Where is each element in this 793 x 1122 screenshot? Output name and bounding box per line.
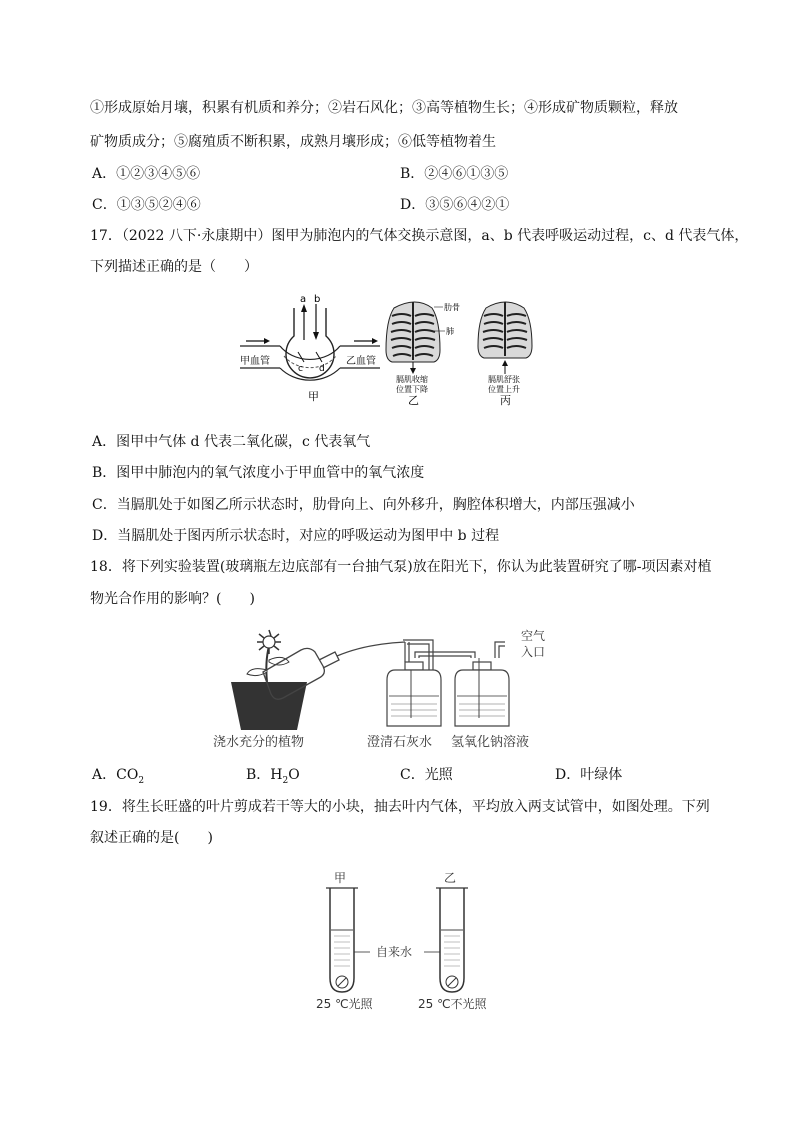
naoh-bottle: [455, 658, 509, 726]
panel-yi-label: 乙: [408, 394, 419, 406]
ribcage-bing: [478, 302, 532, 406]
q18-option-a[interactable]: A．$CO_2$: [92, 767, 145, 786]
tube-jia-label: 甲: [334, 871, 347, 885]
q16-option-b[interactable]: B．②④⑥①③⑤: [400, 166, 509, 182]
q16-option-a[interactable]: A．①②③④⑤⑥: [92, 166, 201, 182]
condition-yi-label: 25 ℃不光照: [418, 997, 487, 1011]
bing-caption-1: 膈肌舒张: [488, 375, 520, 384]
plant-pot: [231, 630, 307, 730]
test-tube-jia: [326, 871, 358, 992]
q17-option-b[interactable]: B．图甲中肺泡内的氧气浓度小于甲血管中的氧气浓度: [92, 465, 425, 481]
label-d: d: [319, 364, 325, 374]
test-tube-yi: [436, 871, 468, 992]
q19-line-1: 19．将生长旺盛的叶片剪成若干等大的小块，抽去叶内气体，平均放入两支试管中，如图处理。下列: [90, 799, 710, 815]
q17-option-d[interactable]: D．当膈肌处于图丙所示状态时，对应的呼吸运动为图甲中 b 过程: [92, 528, 500, 544]
limewater-bottle: [387, 662, 441, 726]
q18-line-1: 18．将下列实验装置(玻璃瓶左边底部有一台抽气泵)放在阳光下，你认为此装置研究了哪-项因素对植: [90, 559, 712, 575]
q17-line-2: 下列描述正确的是（ ）: [90, 259, 258, 275]
label-a: a: [300, 294, 307, 305]
q17-option-a[interactable]: A．图甲中气体 d 代表二氧化碳，c 代表氧气: [92, 434, 371, 450]
vessel-right-label: 乙血管: [346, 356, 376, 367]
label-b: b: [314, 294, 321, 305]
q16-line-1: ①形成原始月壤，积累有机质和养分；②岩石风化；③高等植物生长；④形成矿物质颗粒，释放: [90, 100, 678, 116]
air-inlet-label-1: 空气: [521, 629, 546, 643]
q19-line-2: 叙述正确的是( ): [90, 830, 213, 846]
yi-caption-2: 位置下降: [396, 385, 428, 394]
ribcage-yi: [386, 302, 460, 406]
bing-caption-2: 位置上升: [488, 385, 520, 394]
test-tubes-figure: [306, 866, 502, 1016]
rib-label: 肋骨: [444, 303, 460, 312]
q16-option-c[interactable]: C．①③⑤②④⑥: [92, 197, 201, 213]
lung-label: 肺: [446, 327, 454, 336]
q17-line-1: 17．（2022 八下·永康期中）图甲为肺泡内的气体交换示意图，a、b 代表呼吸运动过程，c、d 代表气体，: [90, 228, 749, 244]
alveolus-breathing-figure: [236, 290, 546, 406]
label-c: c: [298, 364, 303, 374]
photosynthesis-apparatus-figure: [205, 622, 565, 752]
alveolus-diagram: [240, 294, 380, 403]
panel-bing-label: 丙: [500, 394, 511, 406]
condition-jia-label: 25 ℃光照: [316, 997, 373, 1011]
vessel-left-label: 甲血管: [240, 356, 270, 367]
q16-option-d[interactable]: D．③⑤⑥④②①: [400, 197, 510, 213]
limewater-label: 澄清石灰水: [367, 735, 433, 750]
yi-caption-1: 膈肌收缩: [396, 375, 428, 384]
q18-option-b[interactable]: B．$H_2O$: [246, 767, 300, 786]
panel-jia-label: 甲: [308, 390, 319, 403]
q18-option-c[interactable]: C．光照: [400, 767, 453, 783]
q18-option-d[interactable]: D．叶绿体: [555, 767, 623, 783]
plant-label: 浇水充分的植物: [213, 735, 305, 750]
q16-line-2: 矿物质成分；⑤腐殖质不断积累，成熟月壤形成；⑥低等植物着生: [90, 134, 496, 150]
q18-line-2: 物光合作用的影响？( ): [90, 591, 255, 607]
air-inlet-label-2: 入口: [521, 645, 546, 659]
q17-option-c[interactable]: C．当膈肌处于如图乙所示状态时，肋骨向上、向外移升，胸腔体积增大，内部压强减小: [92, 497, 635, 513]
water-label: 自来水: [376, 945, 413, 959]
tube-yi-label: 乙: [444, 871, 457, 885]
naoh-label: 氢氧化钠溶液: [451, 735, 530, 750]
